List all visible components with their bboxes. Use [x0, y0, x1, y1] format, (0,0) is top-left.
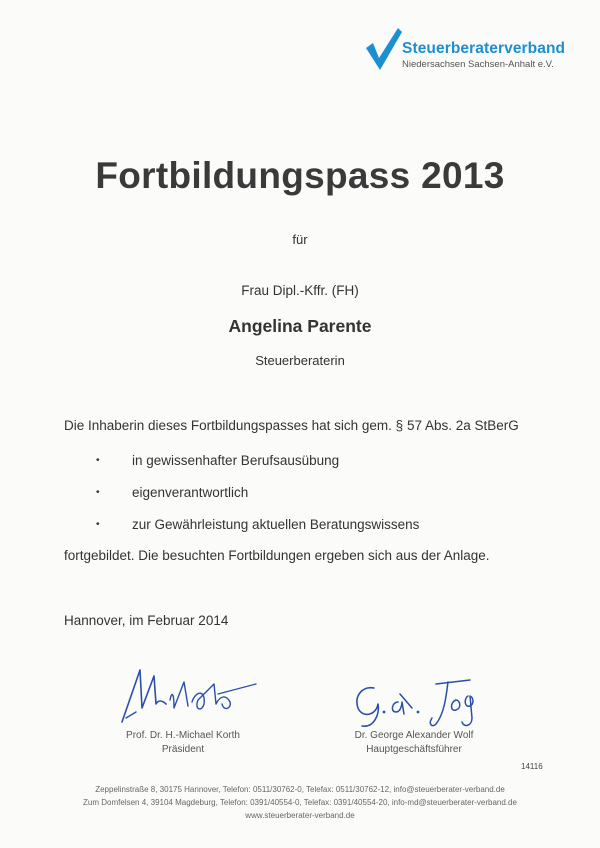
certificate-title: Fortbildungspass 2013 [95, 155, 505, 196]
checkmark-icon [364, 26, 404, 72]
document-number: 14116 [521, 762, 543, 771]
association-logo [364, 26, 574, 76]
place-date: Hannover, im Februar 2014 [64, 613, 229, 628]
logo-name: Steuerberaterverband [402, 40, 566, 57]
for-label: für [292, 232, 308, 247]
recipient-name: Angelina Parente [228, 316, 372, 336]
signer-name: Prof. Dr. H.-Michael Korth [126, 730, 240, 741]
recipient-role: Steuerberaterin [255, 353, 345, 368]
bullet-marker: • [96, 519, 100, 530]
bullet-text: eigenverantwortlich [132, 485, 249, 500]
signature-managing-director [352, 674, 492, 734]
bullet-text: in gewissenhafter Berufsausübung [132, 453, 340, 468]
signer-title: Hauptgeschäftsführer [366, 744, 462, 755]
bullet-marker: • [96, 455, 100, 466]
footer-address-magdeburg: Zum Domfelsen 4, 39104 Magdeburg, Telefon: 0391/40554-0, Telefax: 0391/40554-20, info-md@steuerberater-verband.de [83, 798, 517, 807]
signer-title: Präsident [161, 744, 205, 755]
signer-president [108, 729, 258, 757]
intro-text: Die Inhaberin dieses Fortbildungspasses hat sich gem. § 57 Abs. 2a StBerG [64, 418, 519, 433]
footer-website: www.steuerberater-verband.de [245, 811, 355, 820]
signer-name: Dr. George Alexander Wolf [354, 730, 474, 741]
conclusion-text: fortgebildet. Die besuchten Fortbildungen ergeben sich aus der Anlage. [64, 548, 490, 563]
logo-subtitle: Niedersachsen Sachsen-Anhalt e.V. [402, 59, 554, 70]
bullet-text: zur Gewährleistung aktuellen Beratungswissens [132, 517, 420, 532]
bullet-marker: • [96, 487, 100, 498]
recipient-salutation: Frau Dipl.-Kffr. (FH) [241, 283, 359, 298]
footer-address-hannover: Zeppelinstraße 8, 30175 Hannover, Telefon: 0511/30762-0, Telefax: 0511/30762-12, info@steuerberater-verband.de [95, 785, 505, 794]
footer-contact [0, 783, 600, 822]
signature-president [118, 660, 268, 730]
signer-managing-director [334, 729, 494, 757]
